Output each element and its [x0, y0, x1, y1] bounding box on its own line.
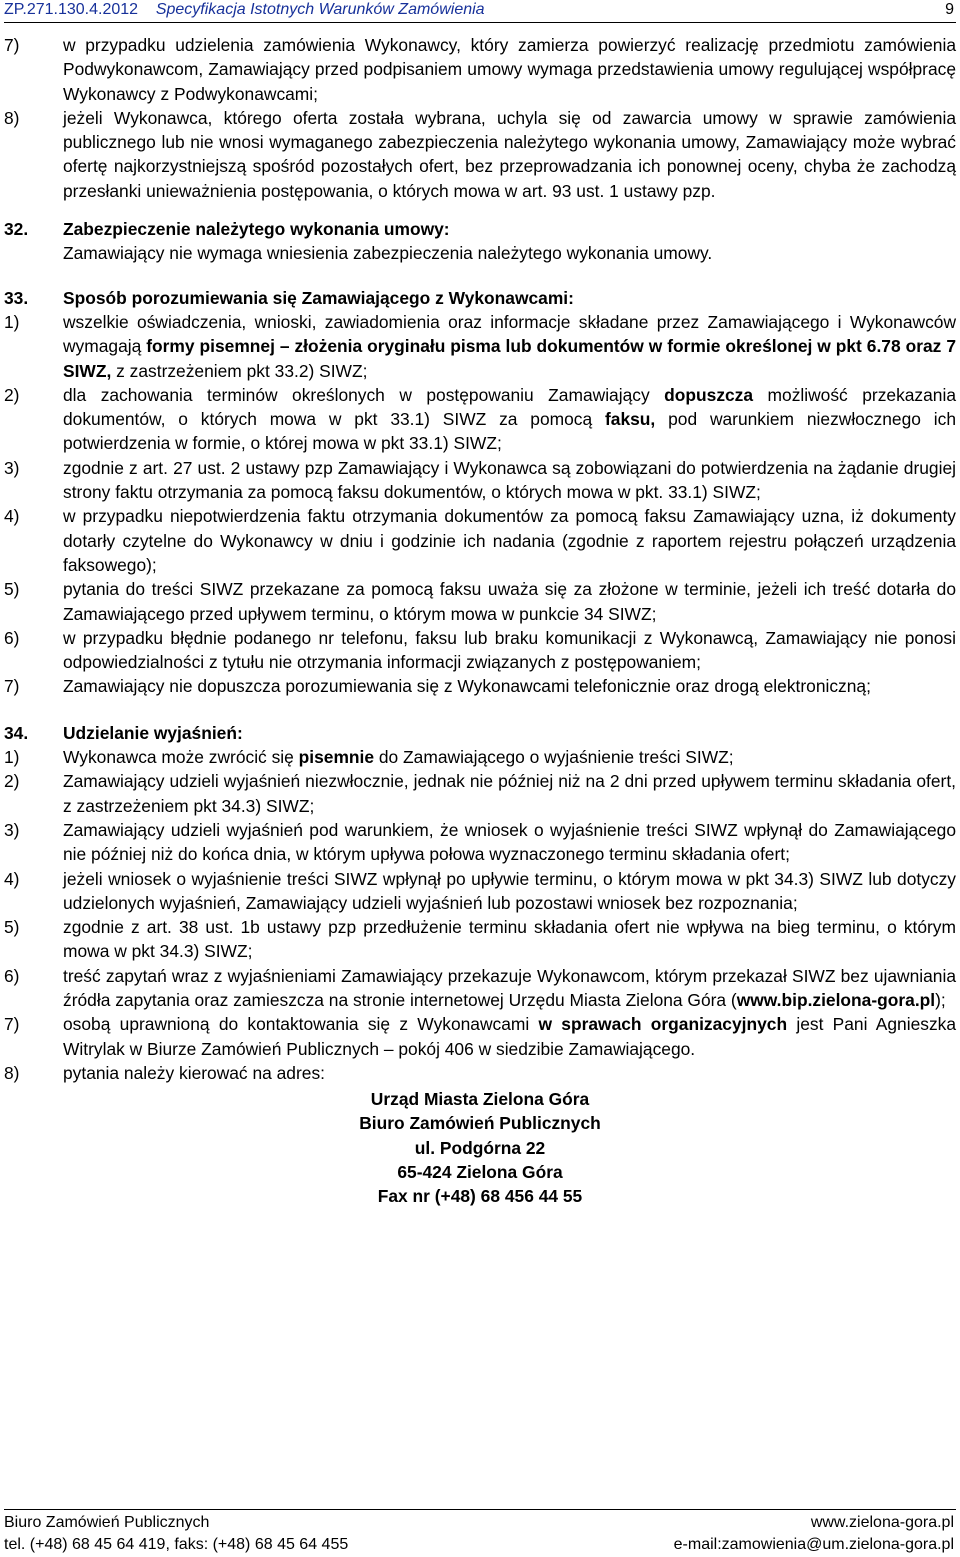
section-title: Sposób porozumiewania się Zamawiającego z Wykonawcami: [63, 287, 574, 308]
list-item: 1) Wykonawca może zwrócić się pisemnie do Zamawiającego o wyjaśnienie treści SIWZ; [4, 747, 734, 768]
section-title: Udzielanie wyjaśnień: [63, 722, 243, 743]
address-line: Fax nr (+48) 68 456 44 55 [377, 1186, 583, 1207]
list-item: 7) osobą uprawnioną do kontaktowania się z Wykonawcami w sprawach organizacyjnych jest Pani Agnieszka Witrylak w Biurze Zamówień Publicznych – pokój 406 w siedzibie Zamawiającego. [4, 1014, 957, 1059]
header-ref: ZP.271.130.4.2012 [4, 1, 139, 18]
header-left [4, 0, 485, 20]
address-line: Urząd Miasta Zielona Góra [370, 1089, 590, 1110]
footer-email[interactable]: e-mail:zamowienia@um.zielona-gora.pl [673, 1536, 954, 1553]
list-item: 7) Zamawiający nie dopuszcza porozumiewania się z Wykonawcami telefonicznie oraz drogą elektroniczną; [4, 676, 871, 697]
section-34-heading [4, 721, 956, 745]
section-number: 33. [4, 287, 29, 308]
section-32-heading [4, 217, 956, 241]
list-item [4, 106, 956, 203]
header-title: Specyfikacja Istotnych Warunków Zamówienia [155, 1, 485, 18]
list-item: 5) zgodnie z art. 38 ust. 1b ustawy pzp przedłużenie terminu składania ofert nie wpływa na bieg terminu, o którym mowa w pkt 34.3) SIWZ; [4, 917, 956, 962]
section-32-text: Zamawiający nie wymaga wniesienia zabezpieczenia należytego wykonania umowy. [63, 243, 713, 264]
footer-website[interactable]: www.zielona-gora.pl [810, 1514, 954, 1531]
address-line: ul. Podgórna 22 [414, 1137, 546, 1158]
footer-phone: tel. (+48) 68 45 64 419, faks: (+48) 68 45 64 455 [4, 1536, 349, 1553]
list-item: 3) zgodnie z art. 27 ust. 2 ustawy pzp Zamawiający i Wykonawca są zobowiązani do potwierdzenia na żądanie drugiej strony faktu otrzymania za pomocą faksu dokumentów, o których mowa w pkt. 33.1) SIWZ; [4, 457, 956, 503]
list-item: 3) Zamawiający udzieli wyjaśnień pod warunkiem, że wniosek o wyjaśnienie treści SIWZ wpłynął do Zamawiającego nie później niż do końca dnia, w którym upływa połowa wyznaczonego terminu składania ofert; [4, 819, 956, 865]
item-text: wszelkie oświadczenia, wnioski, zawiadomienia oraz informacje składane przez Zamawiającego i Wykonawców wymagają formy pisemnej – złożenia oryginału pisma lub dokumentów w formie określonej w pkt 6.78 oraz 7 SIWZ, z zastrzeżeniem pkt 33.2) SIWZ; [63, 311, 956, 381]
list-item [4, 33, 956, 106]
section-number: 32. [4, 219, 29, 240]
item-number: 1) [4, 311, 20, 332]
item-text: dla zachowania terminów określonych w postępowaniu Zamawiający dopuszcza możliwość przekazania dokumentów, o których mowa w pkt 33.1) SIWZ za pomocą faksu, pod warunkiem niezwłocznego ich potwierdzenia w formie, o której mowa w pkt 33.1) SIWZ; [63, 384, 957, 454]
list-item [4, 310, 956, 383]
address-line: Biuro Zamówień Publicznych [359, 1113, 601, 1134]
list-item: 4) w przypadku niepotwierdzenia faktu otrzymania dokumentów za pomocą faksu Zamawiający uzna, iż dokumenty dotarły czytelne do Wykonawcy w dniu i godzinie ich nadania (zgodnie z raportem rejestru połączeń urządzenia faksowego); [4, 506, 956, 575]
page-footer [4, 1509, 956, 1556]
list-item: 5) pytania do treści SIWZ przekazane za pomocą faksu uważa się za złożone w terminie, jeżeli ich treść dotarła do Zamawiającego przed upływem terminu, o którym mowa w punkcie 34 SIWZ; [4, 579, 956, 624]
item-number: 7) [4, 35, 20, 55]
bip-link[interactable]: www.bip.zielona-gora.pl [736, 989, 936, 1010]
list-item [4, 383, 956, 456]
item-text: jeżeli Wykonawca, którego oferta została wybrana, uchyla się od zawarcia umowy w sprawie zamówienia publicznego lub nie wnosi wymaganego zabezpieczenia należytego wykonania umowy, Zamawiający może wybrać ofertę najkorzystniejszą spośród pozostałych ofert, bez przeprowadzania ich ponownej oceny, chyba że zachodzą przesłanki unieważnienia postępowania, o których mowa w art. 93 ust. 1 ustawy pzp. [63, 107, 956, 201]
list-item: 4) jeżeli wniosek o wyjaśnienie treści SIWZ wpłynął po upływie terminu, o którym mowa w pkt 34.3) SIWZ lub dotyczy udzielonych wyjaśnień, Zamawiający udzieli wyjaśnień lub pozostawi wniosek bez rozpoznania; [4, 868, 956, 913]
list-item: 6) treść zapytań wraz z wyjaśnieniami Zamawiający przekazuje Wykonawcom, którym przekazał SIWZ bez ujawniania źródła zapytania oraz zamieszcza na stronie internetowej Urzędu Miasta Zielona Góra (www.bip.zielona-gora.pl); [4, 965, 956, 1010]
document-body [4, 33, 956, 1209]
list-item: 2) Zamawiający udzieli wyjaśnień niezwłocznie, jednak nie później niż na 2 dni przed upływem terminu składania ofert, z zastrzeżeniem pkt 34.3) SIWZ; [4, 771, 956, 816]
page-number: 9 [945, 1, 954, 18]
section-title: Zabezpieczenie należytego wykonania umowy: [63, 219, 450, 240]
section-33-heading [4, 286, 956, 310]
page-header [4, 0, 956, 23]
list-item: 8) pytania należy kierować na adres: [4, 1062, 325, 1083]
footer-office: Biuro Zamówień Publicznych [4, 1514, 210, 1531]
item-number: 2) [4, 384, 20, 405]
section-number: 34. [4, 722, 29, 743]
item-text: w przypadku udzielenia zamówienia Wykonawcy, który zamierza powierzyć realizację przedmiotu zamówienia Podwykonawcom, Zamawiający przed podpisaniem umowy wymaga przedstawienia umowy regulującej współpracę Wykonawcy z Podwykonawcami; [63, 35, 956, 104]
item-number: 8) [4, 107, 20, 128]
contact-address [4, 1087, 956, 1208]
list-item: 6) w przypadku błędnie podanego nr telefonu, faksu lub braku komunikacji z Wykonawcą, Zamawiający nie ponosi odpowiedzialności z tytułu nie otrzymania informacji związanych z postępowaniem; [4, 627, 956, 673]
address-line: 65-424 Zielona Góra [397, 1162, 563, 1183]
